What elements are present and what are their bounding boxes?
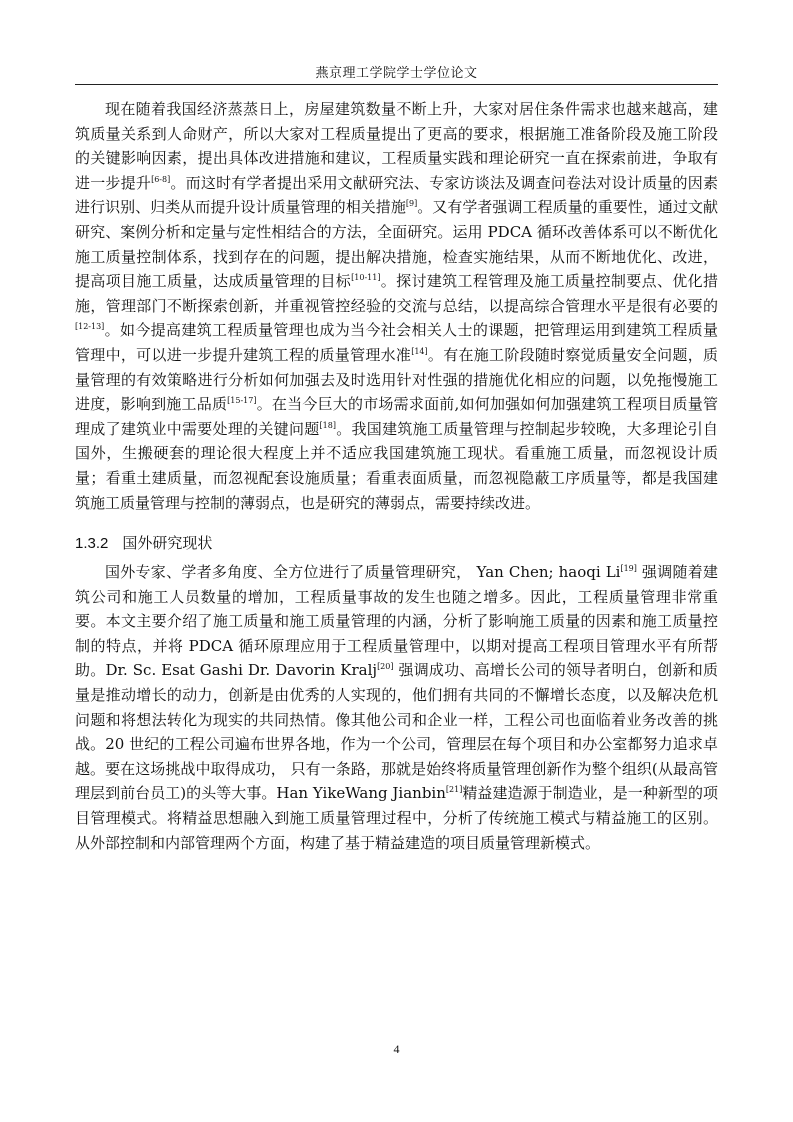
- header-divider: [75, 84, 718, 85]
- page-body: [75, 97, 718, 855]
- citation: [12-13]: [75, 322, 105, 332]
- citation: [10-11]: [351, 273, 381, 283]
- text-segment: 。又有学者强调工程质量的重要性，通过文献研究、案例分析和定量与定性相结合的方法，全面研究。运用 PDCA 循环改善体系可以不断优化施工质量控制体系，找到存在的问题，提出解决措施，检查实施结果，从而不断地优化、改进，提高项目施工质量，达成质量管理的目标: [75, 198, 718, 291]
- citation: [9]: [405, 199, 418, 209]
- paragraph-domestic-research: [75, 97, 718, 515]
- citation: [19]: [620, 564, 637, 574]
- citation: [20]: [377, 662, 394, 672]
- page-number: 4: [393, 1042, 400, 1056]
- text-segment: 。而这时有学者提出采用文献研究法、专家访谈法及调查问卷法对设计质量的因素进行识别、归类从而提升设计质量管理的相关措施: [75, 173, 718, 217]
- running-header: 燕京理工学院学士学位论文: [315, 66, 478, 81]
- paragraph-foreign-research: [75, 560, 718, 855]
- text-segment: 。在当今巨大的市场需求面前,如何加强如何加强建筑工程项目质量管理成了建筑业中需要处理的关键问题: [75, 395, 718, 438]
- section-heading: [75, 531, 718, 556]
- text-segment: 。探讨建筑工程管理及施工质量控制要点、优化措施，管理部门不断探索创新，并重视管控经验的交流与总结，以提高综合管理水平是很有必要的: [75, 272, 718, 315]
- section-title: 国外研究现状: [122, 534, 213, 553]
- citation: [18]: [319, 420, 336, 430]
- citation: [6-8]: [151, 174, 171, 184]
- text-segment: 。如今提高建筑工程质量管理也成为当今社会相关人士的课题，把管理运用到建筑工程质量管理中，可以进一步提升建筑工程的质量管理水准: [75, 321, 718, 364]
- section-number: 1.3.2: [75, 535, 109, 553]
- citation: [15-17]: [227, 396, 257, 406]
- text-segment: 。有在施工阶段随时察觉质量安全问题，质量管理的有效策略进行分析如何加强去及时选用针对性强的措施优化相应的问题，以免拖慢施工进度，影响到施工品质: [75, 345, 718, 414]
- text-segment: 国外专家、学者多角度、全方位进行了质量管理研究， Yan Chen; haoqi Li: [105, 563, 621, 582]
- text-segment: 强调随着建筑公司和施工人员数量的增加，工程质量事故的发生也随之增多。因此，工程质量管理非常重要。本文主要介绍了施工质量和施工质量管理的内涵，分析了影响施工质量的因素和施工质量控制的特点，并将 PDCA 循环原理应用于工程质量管理中，以期对提高工程项目管理水平有所帮助。Dr. Sc. Esat Gashi Dr. Davorin Kralj: [75, 563, 719, 680]
- text-segment: 。我国建筑施工质量管理与控制起步较晚，大多理论引自国外，生搬硬套的理论很大程度上并不适应我国建筑施工现状。看重施工质量，而忽视设计质量；看重土建质量，而忽视配套设施质量；看重表面质量，而忽视隐蔽工序质量等，都是我国建筑施工质量管理与控制的薄弱点，也是研究的薄弱点，需要持续改进。: [75, 419, 718, 512]
- text-segment: 强调成功、高增长公司的领导者明白，创新和质量是推动增长的动力，创新是由优秀的人实现的，他们拥有共同的不懈增长态度，以及解决危机问题和将想法转化为现实的共同热情。像其他公司和企业一样，工程公司也面临着业务改善的挑战。20 世纪的工程公司遍布世界各地，作为一个公司，管理层在每个项目和办公室都努力追求卓越。要在这场挑战中取得成功， 只有一条路，那就是始终将质量管理创新作为整个组织(从最高管理层到前台员工)的头等大事。Han YikeWang Jianbin: [75, 661, 718, 803]
- citation: [21]: [445, 785, 463, 795]
- text-segment: 精益建造源于制造业，是一种新型的项目管理模式。将精益思想融入到施工质量管理过程中，分析了传统施工模式与精益施工的区别。从外部控制和内部管理两个方面，构建了基于精益建造的项目质量管理新模式。: [75, 784, 718, 852]
- citation: [14]: [411, 346, 428, 356]
- text-segment: 现在随着我国经济蒸蒸日上，房屋建筑数量不断上升，大家对居住条件需求也越来越高，建筑质量关系到人命财产，所以大家对工程质量提出了更高的要求，根据施工准备阶段及施工阶段的关键影响因素，提出具体改进措施和建议，工程质量实践和理论研究一直在探索前进，争取有进一步提升: [75, 100, 718, 192]
